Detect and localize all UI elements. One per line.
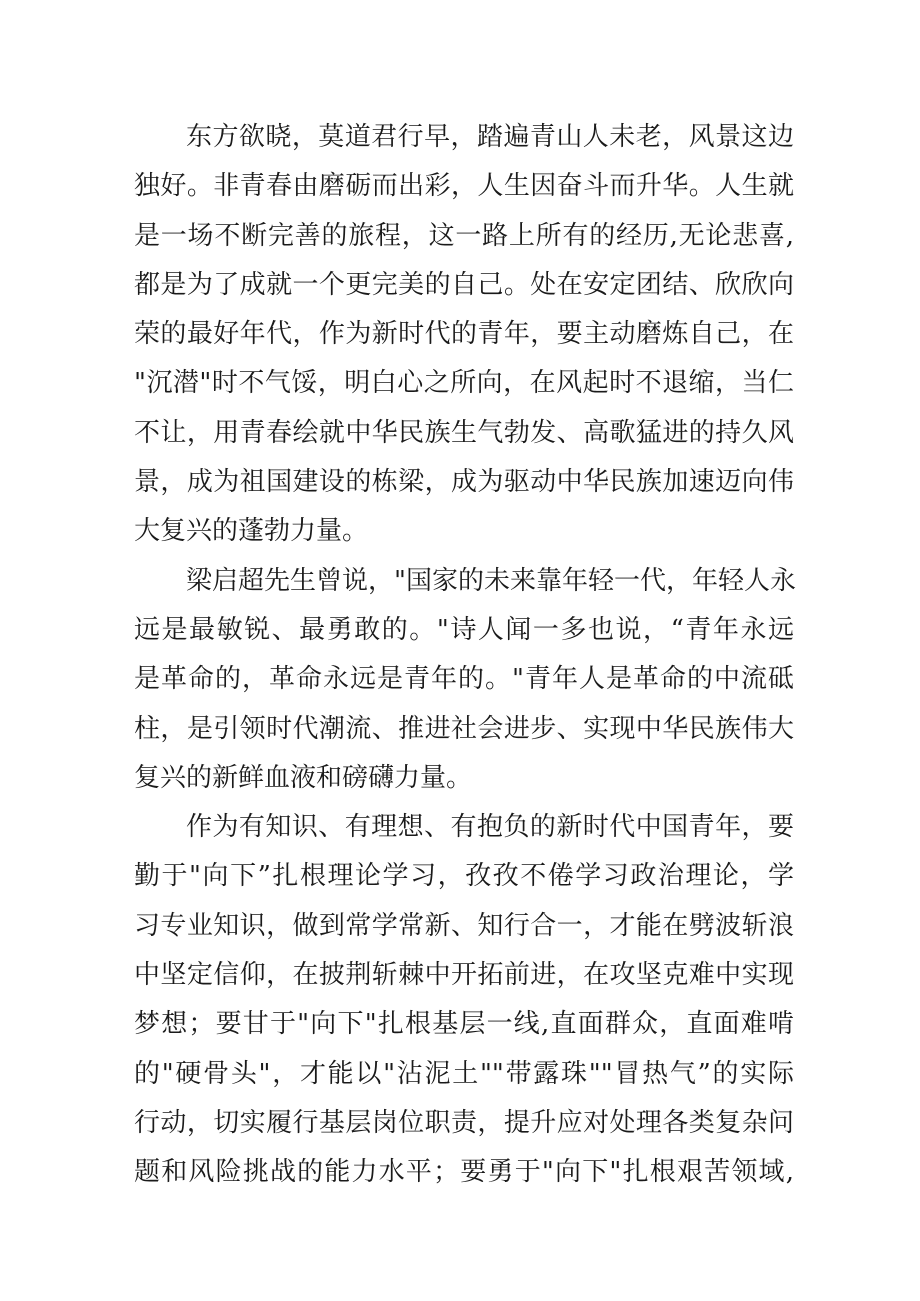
text-line: "沉潜"时不气馁，明白心之所向，在风起时不退缩，当仁 [134,368,794,399]
text-line: 复兴的新鲜血液和磅礴力量。 [134,762,473,793]
text-line: 行动，切实履行基层岗位职责，提升应对处理各类复杂问 [134,1107,794,1138]
text-line: 是一场不断完善的旅程，这一路上所有的经历,无论悲喜, [134,220,794,251]
body-text [134,113,794,1198]
text-line: 是革命的，革命永远是青年的。"青年人是革命的中流砥 [134,664,794,695]
text-line: 柱，是引领时代潮流、推进社会进步、实现中华民族伟大 [134,713,794,744]
text-line: 的"硬骨头"，才能以"沾泥土""带露珠""冒热气”的实际 [134,1058,794,1089]
text-line: 独好。非青春由磨砺而出彩，人生因奋斗而升华。人生就 [134,171,794,202]
text-line: 大复兴的蓬勃力量。 [134,516,369,547]
text-line: 中坚定信仰，在披荆斩棘中开拓前进，在攻坚克难中实现 [134,960,794,991]
text-line: 习专业知识，做到常学常新、知行合一，才能在劈波斩浪 [134,910,794,941]
text-line: 不让，用青春绘就中华民族生气勃发、高歌猛进的持久风 [134,417,794,448]
text-line: 作为有知识、有理想、有抱负的新时代中国青年，要 [186,812,794,843]
text-line: 梦想；要甘于"向下"扎根基层一线,直面群众，直面难啃 [134,1009,794,1040]
text-line: 梁启超先生曾说，"国家的未来靠年轻一代，年轻人永 [186,565,796,596]
text-line: 题和风险挑战的能力水平；要勇于"向下"扎根艰苦领域, [134,1157,794,1188]
text-line: 荣的最好年代，作为新时代的青年，要主动磨炼自己，在 [134,319,794,350]
text-line: 景，成为祖国建设的栋梁，成为驱动中华民族加速迈向伟 [134,467,794,498]
text-line: 远是最敏锐、最勇敢的。"诗人闻一多也说，“青年永远 [134,614,794,645]
text-line: 都是为了成就一个更完美的自己。处在安定团结、欣欣向 [134,269,794,300]
text-line: 勤于"向下”扎根理论学习，孜孜不倦学习政治理论，学 [134,861,794,892]
text-line: 东方欲晓，莫道君行早，踏遍青山人未老，风景这边 [186,122,794,152]
